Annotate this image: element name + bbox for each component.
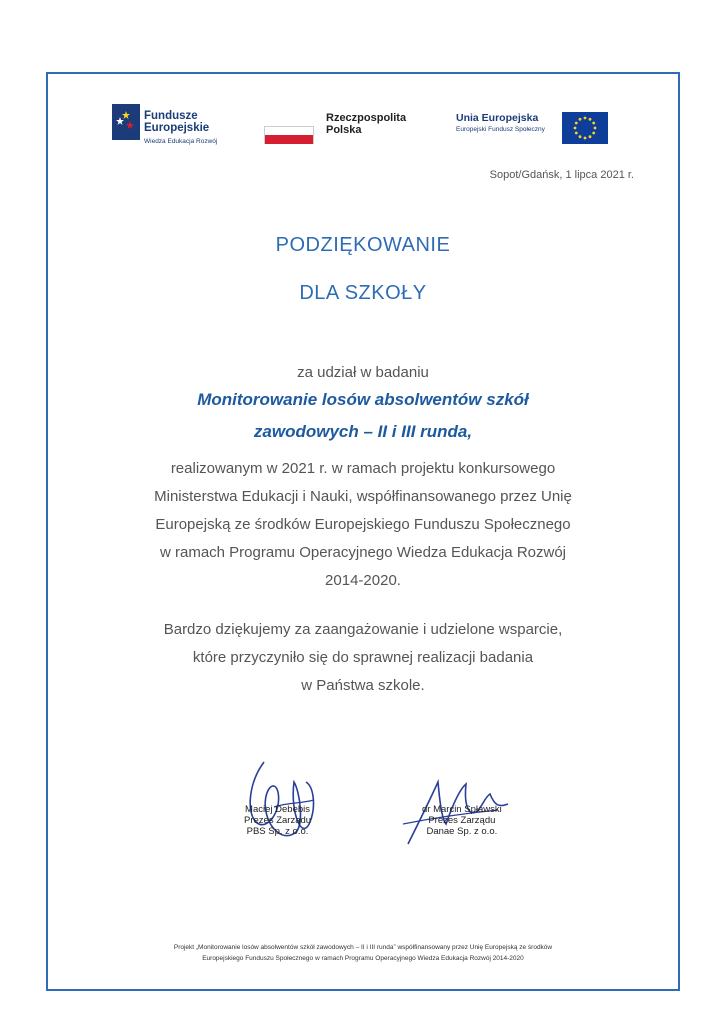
paragraph1-line: Europejską ze środków Europejskiego Funduszu Społecznego	[155, 516, 571, 533]
polish-flag-icon	[264, 126, 314, 144]
fe-emblem-icon	[112, 104, 140, 140]
fe-text	[144, 110, 217, 148]
right-signer-org: Danae Sp. z o.o.	[426, 826, 498, 837]
paragraph1-line: Ministerstwa Edukacji i Nauki, współfinansowanego przez Unię	[154, 488, 572, 505]
right-signer-name: dr Marcin Spławski	[422, 804, 502, 815]
paragraph2-line: w Państwa szkole.	[301, 677, 425, 694]
right-signature-block	[422, 804, 502, 837]
left-signer-name: Maciej Debebis	[245, 804, 310, 815]
fe-line1: Fundusze	[144, 110, 198, 122]
left-handwritten-signature	[244, 752, 324, 852]
certificate-frame	[46, 72, 680, 991]
fe-line2: Europejskie	[144, 122, 210, 134]
paragraph2-line: które przyczyniło się do sprawnej realizacji badania	[192, 649, 534, 666]
ue-line1: Unia Europejska	[456, 112, 539, 124]
right-signer-role: Prezes Zarządu	[428, 815, 496, 826]
left-signer-org: PBS Sp. z o.o.	[246, 826, 309, 837]
intro-text: za udział w badaniu	[297, 364, 429, 381]
study-name-line1: Monitorowanie losów absolwentów szkół	[197, 390, 529, 409]
pl-line1: Rzeczpospolita	[326, 112, 407, 124]
paragraph1-line: realizowanym w 2021 r. w ramach projektu konkursowego	[170, 460, 556, 477]
left-signer-role: Prezes Zarządu	[244, 815, 312, 826]
footer-line: Projekt „Monitorowanie losów absolwentów szkół zawodowych – II i III runda” współfinansowany przez Unię Europejską ze środków	[173, 944, 553, 951]
paragraph1-line: 2014-2020.	[325, 572, 401, 589]
paragraph1-line: w ramach Programu Operacyjnego Wiedza Edukacja Rozwój	[159, 544, 566, 561]
ue-line2: Europejski Fundusz Społeczny	[456, 126, 545, 133]
pl-line2: Polska	[326, 124, 362, 136]
footer-note	[48, 942, 678, 964]
footer-line: Europejskiego Funduszu Społecznego w ramach Programu Operacyjnego Wiedza Edukacja Rozwój 2014-2020	[202, 955, 524, 962]
paragraph2-line: Bardzo dziękujemy za zaangażowanie i udzielone wsparcie,	[163, 621, 563, 638]
pl-text	[326, 112, 406, 136]
title-line1: PODZIĘKOWANIE	[275, 234, 451, 256]
ue-text	[456, 112, 545, 135]
eu-flag-icon	[562, 112, 608, 144]
document-date: Sopot/Gdańsk, 1 lipca 2021 r.	[489, 169, 634, 181]
fe-line3: Wiedza Edukacja Rozwój	[144, 138, 218, 145]
left-signature-block	[244, 804, 311, 837]
study-name-line2: zawodowych – II i III runda,	[253, 422, 473, 441]
logo-bar	[48, 102, 678, 162]
title-line2: DLA SZKOŁY	[299, 282, 427, 304]
